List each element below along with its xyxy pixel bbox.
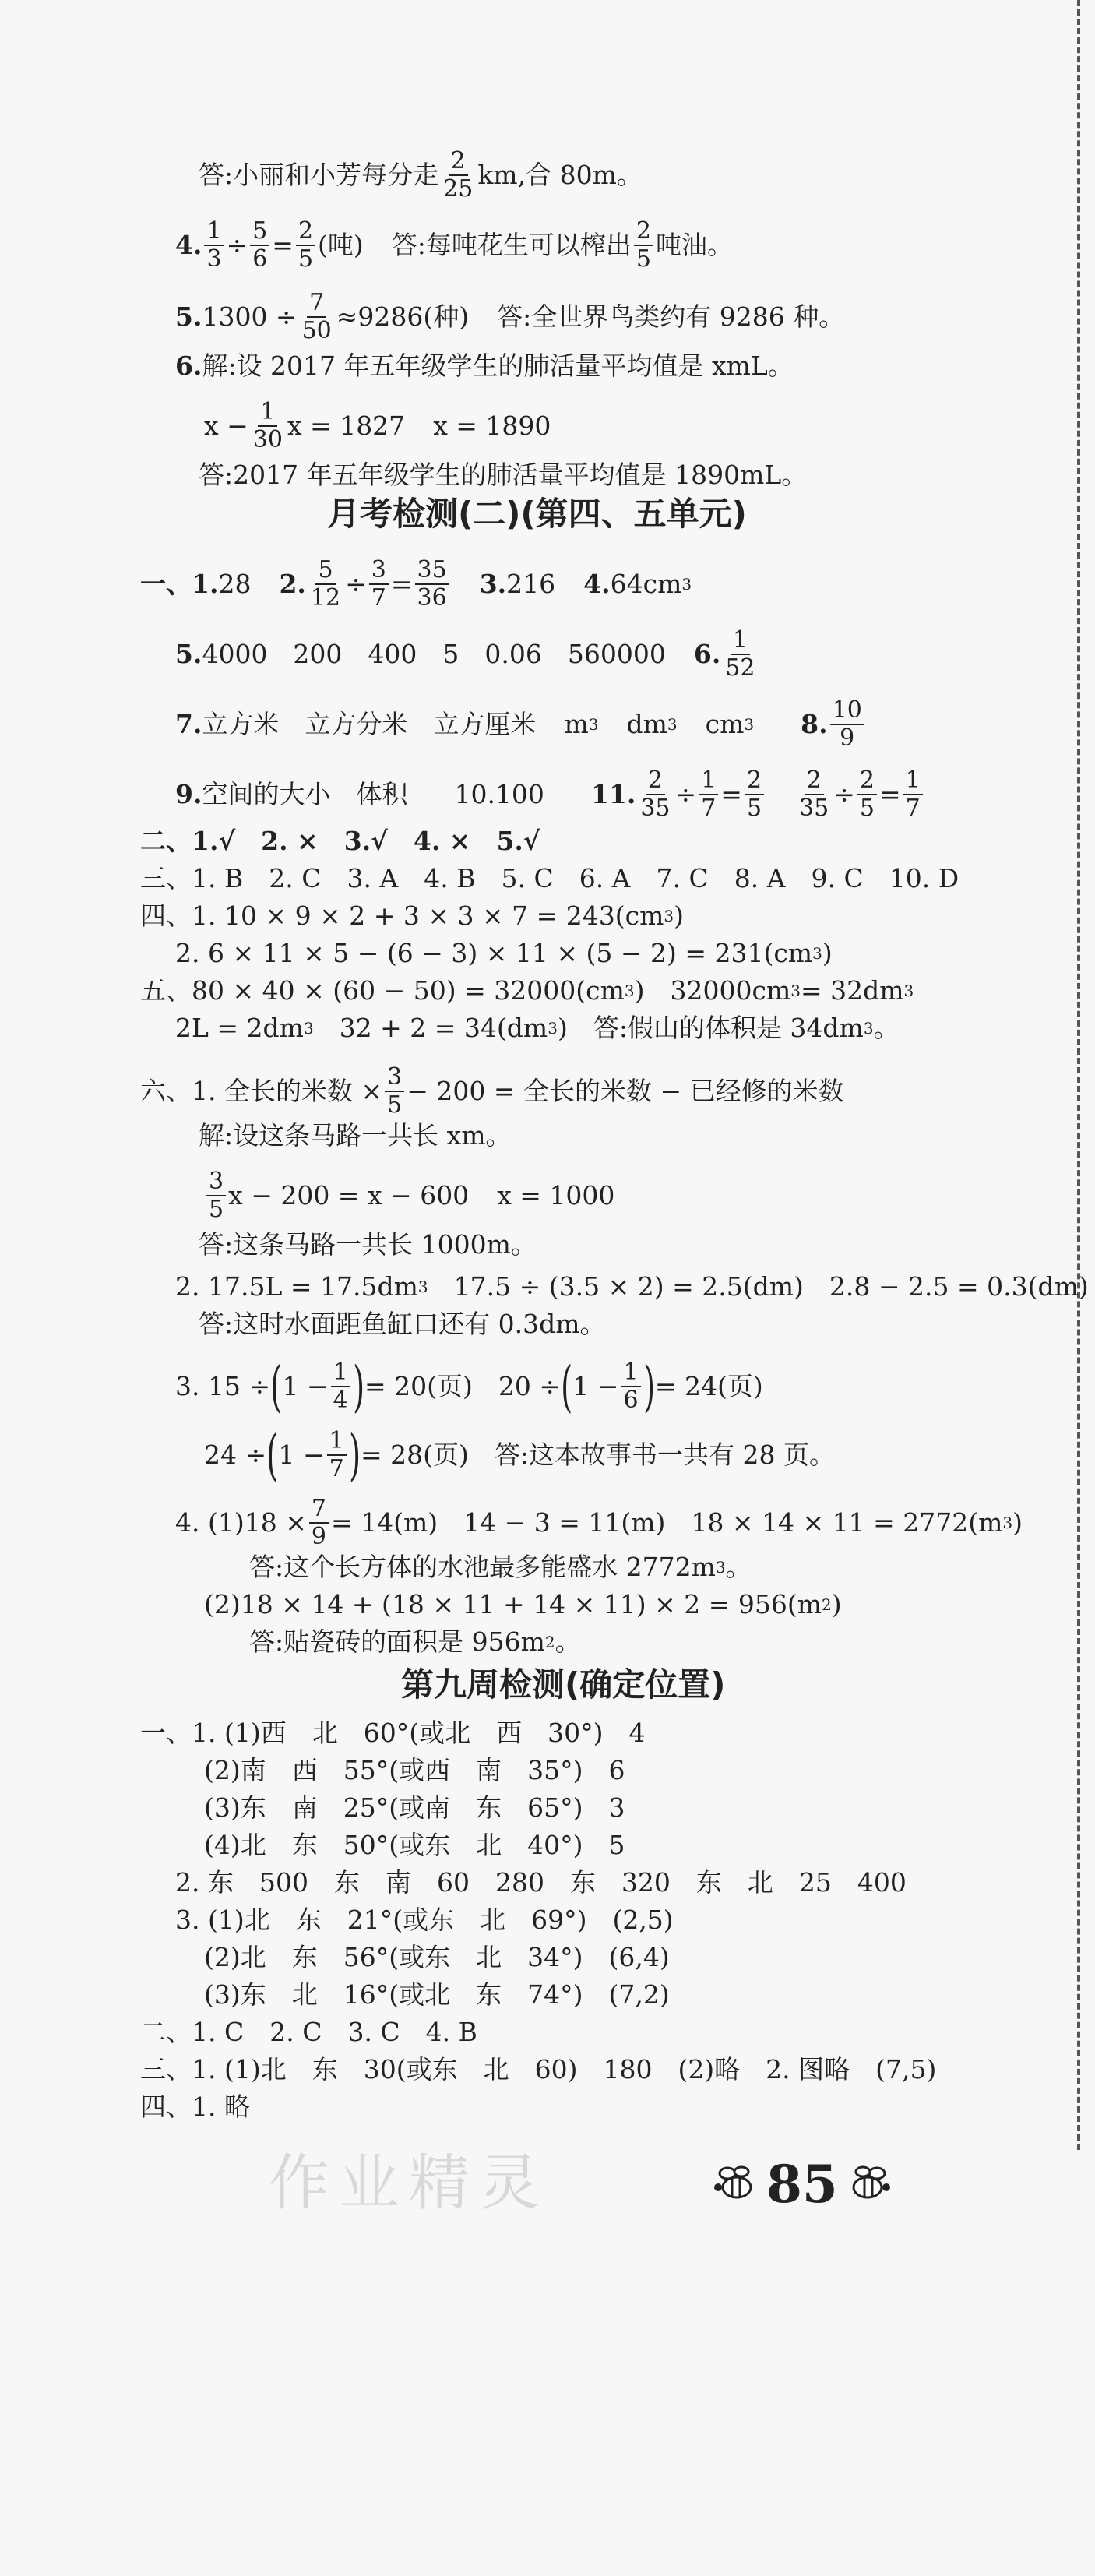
- week9-line: (3)东 南 25°(或南 东 65°) 3: [204, 1792, 625, 1823]
- judgement-answers: 二、1.√ 2. × 3.√ 4. × 5.√: [140, 826, 540, 856]
- week9-line: (3)东 北 16°(或北 东 74°) (7,2): [204, 1979, 670, 2010]
- answer-line: 答:这个长方体的水池最多能盛水 2772m 3 。: [249, 1552, 752, 1582]
- section-title: 月考检测(二)(第四、五单元): [327, 495, 747, 533]
- exam2-fill-row-3: 7. 立方米 立方分米 立方厘米 m 3 dm 3 cm 3 8. $\frac{10}{9}$: [175, 697, 867, 752]
- week9-line: 三、1. (1)北 东 30(或东 北 60) 180 (2)略 2. 图略 (7,5): [140, 2054, 937, 2084]
- equation-line: $\frac{3}{5}$ x − 200 = x − 600 x = 1000: [204, 1168, 614, 1223]
- exam2-fill-row-2: 5. 4000 200 400 5 0.06 560000 6. $\frac{1}{52}$: [175, 626, 755, 682]
- watermark: 作业精灵: [269, 2148, 550, 2218]
- word-problem-3-cont: 24 ÷ ( 1 − $\frac{1}{7}$ ) = 28(页) 答:这本故事书一共有 28 页。: [204, 1423, 835, 1487]
- question-4: 4. $\frac{1}{3}$ ÷ $\frac{5}{6}$ = $\frac{2}{5}$ (吨) 答:每吨花生可以榨出 $\frac{2}{5}$ 吨油。: [175, 217, 734, 273]
- week9-line: 二、1. C 2. C 3. C 4. B: [140, 2017, 477, 2047]
- equation-line: x − $\frac{1}{30}$ x = 1827 x = 1890: [204, 398, 551, 453]
- week9-line: 2. 东 500 东 南 60 280 东 320 东 北 25 400: [175, 1867, 907, 1898]
- word-problem-4-part2: (2)18 × 14 + (18 × 11 + 14 × 11) × 2 = 956(m 2 ): [204, 1589, 842, 1619]
- calc-4: 2L = 2dm 3 32 + 2 = 34(dm 3 ) 答:假山的体积是 34dm 3 。: [175, 1013, 900, 1043]
- week9-line: (2)北 东 56°(或东 北 34°) (6,4): [204, 1942, 670, 1972]
- page-number: 85: [766, 2154, 838, 2215]
- section-title: 第九周检测(确定位置): [401, 1665, 726, 1704]
- answer-line: 答:这时水面距鱼缸口还有 0.3dm。: [199, 1309, 606, 1339]
- question-6: 6. 解:设 2017 年五年级学生的肺活量平均值是 xmL。: [175, 351, 794, 381]
- calc-2: 2. 6 × 11 × 5 − (6 − 3) × 11 × (5 − 2) = 231(cm 3 ): [175, 938, 833, 968]
- binding-dashed-line: [1077, 0, 1080, 2150]
- bee-icon: [710, 2164, 759, 2204]
- page-number-area: [710, 2154, 894, 2215]
- fraction: $\frac{2}{25}$: [443, 147, 474, 203]
- answer-line: 答:2017 年五年级学生的肺活量平均值是 1890mL。: [199, 460, 808, 490]
- exam2-fill-row-4: 9. 空间的大小 体积 10.100 11. $\frac{2}{35}$ ÷ $\frac{1}{7}$ = $\frac{2}{5}$ $\frac{2}{35}$ ÷ $\frac{2}{5}$ = $\frac{1}{7}$: [175, 767, 925, 822]
- word-problem-1: 六、1. 全长的米数 × $\frac{3}{5}$ − 200 = 全长的米数 − 已经修的米数: [140, 1063, 844, 1119]
- word-problem-3: 3. 15 ÷ ( 1 − $\frac{1}{4}$ ) = 20(页) 20 ÷ ( 1 − $\frac{1}{6}$ ) = 24(页): [175, 1355, 763, 1418]
- week9-line: (2)南 西 55°(或西 南 35°) 6: [204, 1755, 625, 1785]
- solution-line: 解:设这条马路一共长 xm。: [199, 1120, 512, 1151]
- exam2-fill-row-1: 一、 1. 28 2. $\frac{5}{12}$ ÷ $\frac{3}{7}$ = $\frac{35}{36}$ 3. 216 4. 64cm 3: [140, 556, 692, 611]
- week9-line: 四、1. 略: [140, 2091, 250, 2122]
- word-problem-2: 2. 17.5L = 17.5dm 3 17.5 ÷ (3.5 × 2) = 2.5(dm) 2.8 − 2.5 = 0.3(dm): [175, 1271, 1089, 1302]
- answer-line: 答:这条马路一共长 1000m。: [199, 1229, 537, 1260]
- word-problem-4: 4. (1)18 × $\frac{7}{9}$ = 14(m) 14 − 3 = 11(m) 18 × 14 × 11 = 2772(m 3 ): [175, 1495, 1023, 1550]
- week9-line: 一、1. (1)西 北 60°(或北 西 30°) 4: [140, 1718, 646, 1748]
- week9-line: 3. (1)北 东 21°(或东 北 69°) (2,5): [175, 1905, 674, 1935]
- calc-1: 四、1. 10 × 9 × 2 + 3 × 3 × 7 = 243(cm 3 ): [140, 900, 684, 931]
- question-5: 5. 1300 ÷ $\frac{7}{50}$ ≈9286(种) 答:全世界鸟类约有 9286 种。: [175, 289, 845, 344]
- answer-line-speed: 答:小丽和小芳每分走 $\frac{2}{25}$ km,合 80m。: [199, 147, 643, 203]
- calc-3: 五、80 × 40 × (60 − 50) = 32000(cm 3 ) 32000cm 3 = 32dm 3: [140, 975, 914, 1006]
- week9-line: (4)北 东 50°(或东 北 40°) 5: [204, 1830, 625, 1860]
- choice-answers: 三、1. B 2. C 3. A 4. B 5. C 6. A 7. C 8. A 9. C 10. D: [140, 863, 959, 893]
- answer-line: 答:贴瓷砖的面积是 956m 2 。: [249, 1626, 581, 1657]
- bee-icon: [846, 2164, 894, 2204]
